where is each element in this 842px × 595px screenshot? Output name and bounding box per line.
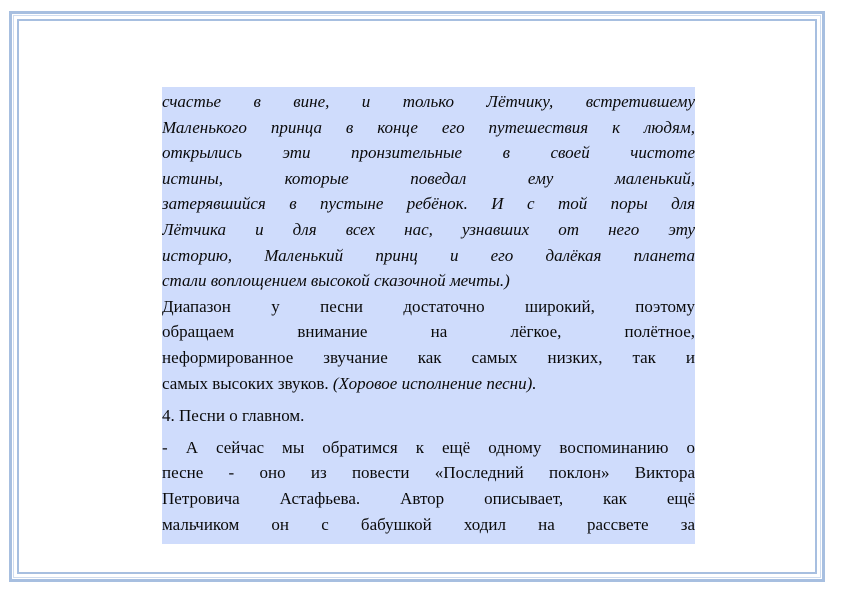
highlighted-text-block	[162, 87, 695, 544]
text-line: Диапазон у песни достаточно широкий, поэтому	[162, 296, 695, 316]
section-heading	[162, 403, 695, 429]
paragraph-astafiev	[162, 435, 695, 537]
text-line: Петровича Астафьева. Автор описывает, как ещё	[162, 488, 695, 508]
text-line: обращаем внимание на лёгкое, полётное,	[162, 322, 695, 342]
text-line: мальчиком он с бабушкой ходил на рассвете за	[162, 514, 695, 534]
text-line: Лётчика и для всех нас, узнавших от него эту	[162, 219, 695, 239]
text-line: - А сейчас мы обратимся к ещё одному воспоминанию о	[162, 437, 695, 457]
text-line: стали воплощением высокой сказочной мечты.)	[162, 271, 510, 291]
text-plain: самых высоких звуков.	[162, 373, 329, 393]
heading-text: 4. Песни о главном.	[162, 406, 305, 426]
text-line	[162, 371, 695, 397]
text-line: затерявшийся в пустыне ребёнок. И с той поры для	[162, 194, 695, 214]
text-line: историю, Маленький принц и его далёкая планета	[162, 245, 695, 265]
text-line: неформированное звучание как самых низких, так и	[162, 347, 695, 367]
paragraph-story-ending	[162, 89, 695, 294]
text-line: песне - оно из повести «Последний поклон» Виктора	[162, 463, 695, 483]
text-line: истины, которые поведал ему маленький,	[162, 168, 695, 188]
text-line: открылись эти пронзительные в своей чистоте	[162, 143, 695, 163]
stage-direction: (Хоровое исполнение песни).	[332, 373, 537, 393]
text-line: Маленького принца в конце его путешествия к людям,	[162, 117, 695, 137]
text-line: счастье в вине, и только Лётчику, встретившему	[162, 92, 695, 111]
paragraph-song-range	[162, 294, 695, 396]
